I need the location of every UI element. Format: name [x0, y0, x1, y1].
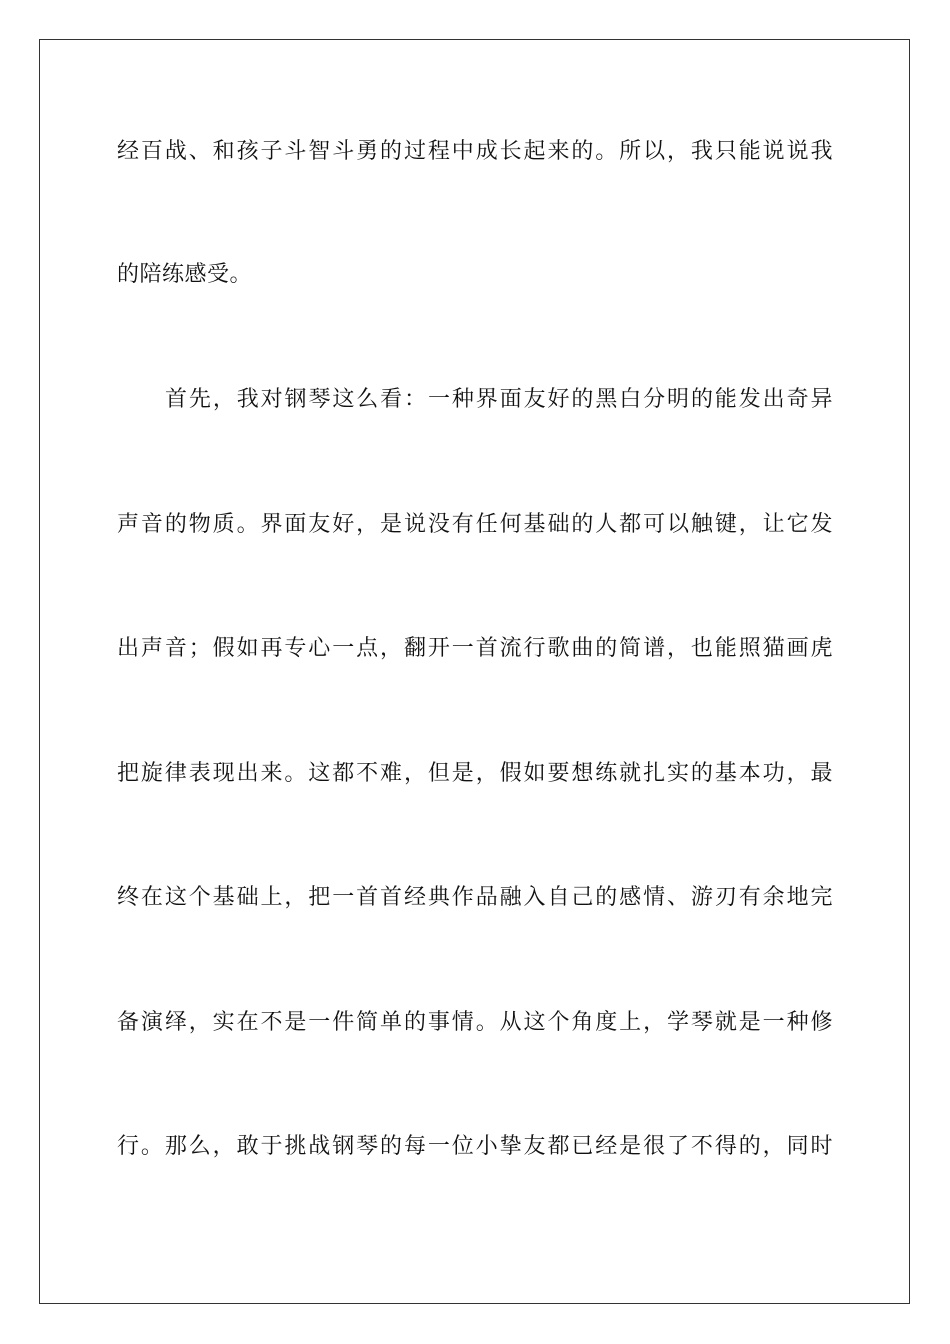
text-line: 备演绎，实在不是一件简单的事情。从这个角度上，学琴就是一种修 [117, 1010, 833, 1035]
text-line: 的陪练感受。 [117, 262, 253, 287]
text-line: 把旋律表现出来。这都不难，但是，假如要想练就扎实的基本功，最 [117, 761, 833, 786]
text-line: 终在这个基础上，把一首首经典作品融入自己的感情、游刃有余地完 [117, 885, 833, 910]
text-line: 声音的物质。界面友好，是说没有任何基础的人都可以触键，让它发 [117, 512, 833, 537]
page-border [39, 39, 910, 1304]
text-line: 出声音；假如再专心一点，翻开一首流行歌曲的简谱，也能照猫画虎 [117, 636, 833, 661]
text-line: 经百战、和孩子斗智斗勇的过程中成长起来的。所以，我只能说说我 [117, 139, 833, 164]
paragraph-first-line: 首先，我对钢琴这么看：一种界面友好的黑白分明的能发出奇异 [165, 387, 833, 412]
text-line: 行。那么，敢于挑战钢琴的每一位小挚友都已经是很了不得的，同时 [117, 1134, 833, 1159]
